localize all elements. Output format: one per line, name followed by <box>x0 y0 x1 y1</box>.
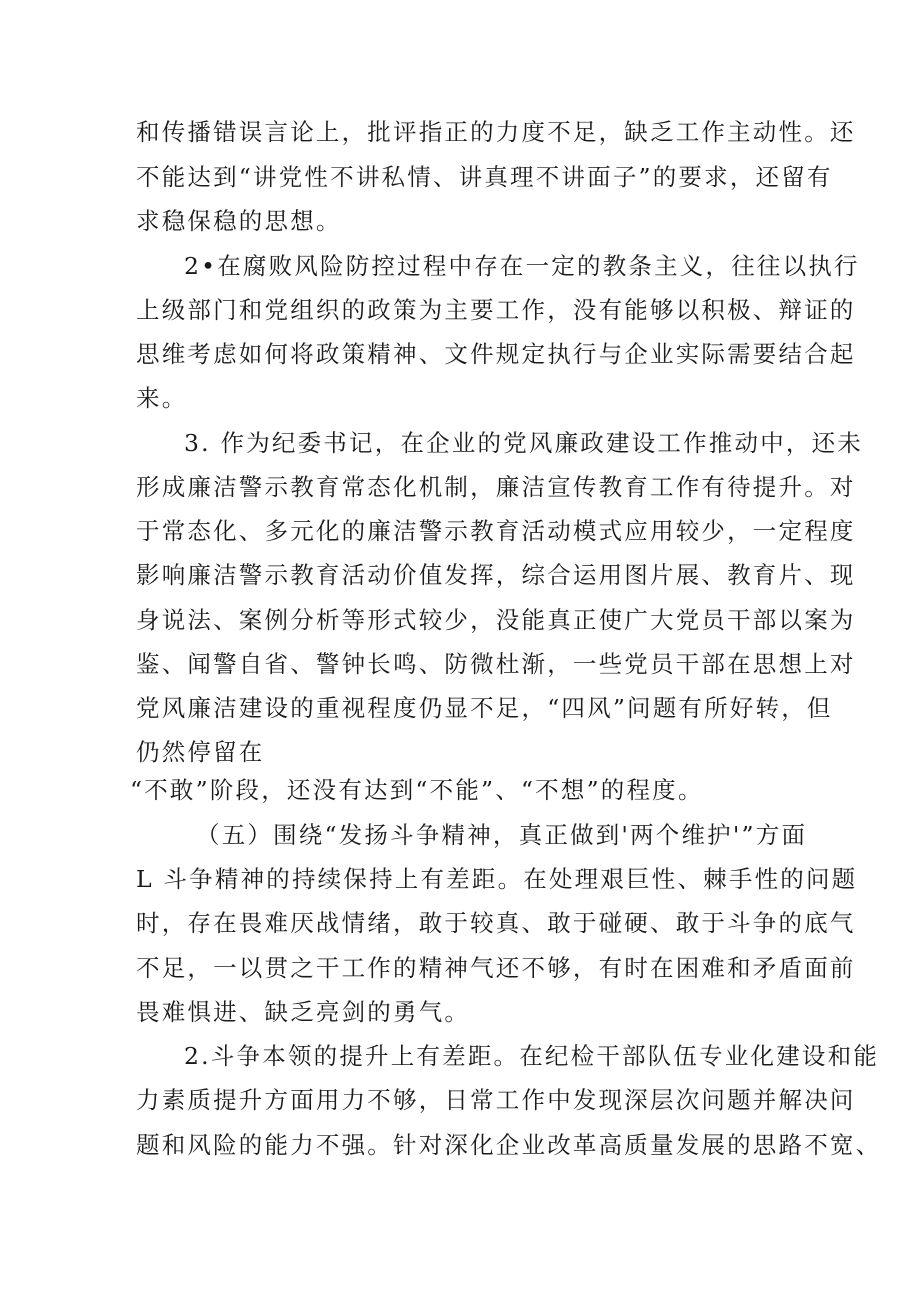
text-line: 和传播错误言论上，批评指正的力度不足，缺乏工作主动性。还 <box>136 118 856 146</box>
text-line: 求稳保稳的思想。 <box>136 207 342 235</box>
text-line: “不敢”阶段，还没有达到“不能”、“不想”的程度。 <box>130 776 704 804</box>
text-line: 仍然停留在 <box>136 738 265 766</box>
text-line: 上级部门和党组织的政策为主要工作，没有能够以积极、辩证的 <box>136 296 856 324</box>
text-line: 来。 <box>136 384 188 412</box>
text-line: 力素质提升方面用力不够，日常工作中发现深层次问题并解决问 <box>136 1086 856 1114</box>
text-line: 鉴、闻警自省、警钟长鸣、防微杜渐，一些党员干部在思想上对 <box>136 650 856 678</box>
text-line: 于常态化、多元化的廉洁警示教育活动模式应用较少，一定程度 <box>136 517 856 545</box>
text-line: 身说法、案例分析等形式较少，没能真正使广大党员干部以案为 <box>136 606 856 634</box>
text-line: 形成廉洁警示教育常态化机制，廉洁宣传教育工作有待提升。对 <box>136 473 856 501</box>
paragraph-first-line: 2.斗争本领的提升上有差距。在纪检干部队伍专业化建设和能 <box>184 1042 880 1070</box>
paragraph-first-line: 2•在腐败风险防控过程中存在一定的教条主义，往往以执行 <box>184 252 860 280</box>
text-line: 思维考虑如何将政策精神、文件规定执行与企业实际需要结合起 <box>136 340 856 368</box>
section-heading: （五）围绕“发扬斗争精神，真正做到'两个维护'”方面 <box>196 821 808 849</box>
text-line: 不能达到“讲党性不讲私情、讲真理不讲面子”的要求，还留有 <box>136 163 833 191</box>
text-line: 时，存在畏难厌战情绪，敢于较真、敢于碰硬、敢于斗争的底气 <box>136 909 856 937</box>
text-line: 题和风险的能力不强。针对深化企业改革高质量发展的思路不宽、 <box>136 1131 882 1159</box>
text-line: 畏难惧进、缺乏亮剑的勇气。 <box>136 998 471 1026</box>
text-line: 党风廉洁建设的重视程度仍显不足，“四风”问题有所好转，但 <box>136 694 833 722</box>
text-line: 不足，一以贯之干工作的精神气还不够，有时在困难和矛盾面前 <box>136 954 856 982</box>
text-line: 影响廉洁警示教育活动价值发挥，综合运用图片展、教育片、现 <box>136 561 856 589</box>
paragraph-first-line: L 斗争精神的持续保持上有差距。在处理艰巨性、棘手性的问题 <box>136 865 858 893</box>
paragraph-first-line: 3. 作为纪委书记，在企业的党风廉政建设工作推动中，还未 <box>184 429 863 457</box>
